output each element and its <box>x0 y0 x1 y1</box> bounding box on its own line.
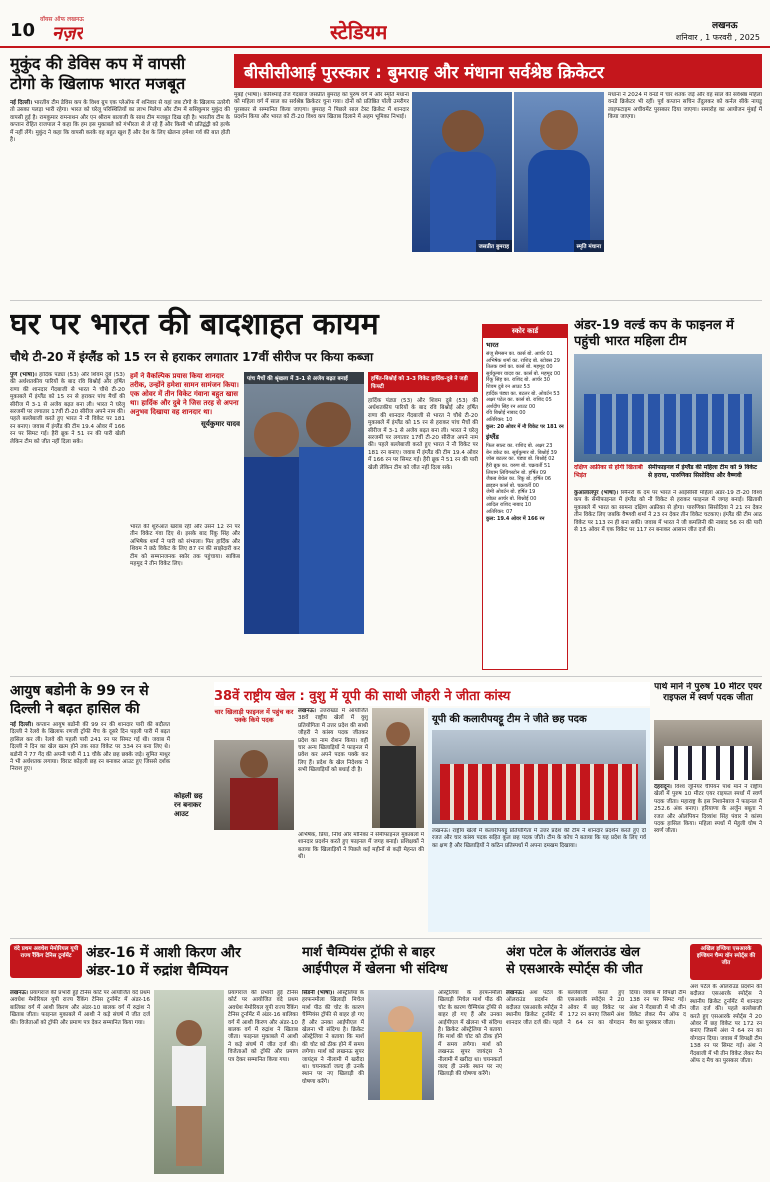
team-photo <box>574 354 762 462</box>
headline: पार्थ माने ने पुरुष 10 मीटर एयर राइफल में स्वर्ण पदक जीता <box>654 682 762 703</box>
score-line: जोस बटलर का. पंड्या बो. बिश्नोई 02 <box>486 456 555 463</box>
score-line: अतिरिक्त: 07 <box>486 509 513 516</box>
ashi-text-2 <box>228 990 298 1174</box>
wushu-headline-bar <box>214 682 650 706</box>
story-marsh <box>302 944 502 988</box>
pull-quote: कोहली छह रन बनाकर आउट <box>174 792 203 818</box>
article-body: ऑस्ट्रेलिया के हरफनमौला खिलाड़ी मिचेल मार्श पीठ की चोट के कारण चैम्पियंस ट्रॉफी से बाहर हो गए हैं और उनका आईपीएल में खेलना भी संदिग्ध है। क्रिकेट ऑस्ट्रेलिया ने बताया कि मार्श की चोट को ठीक होने में समय लगेगा। मार्श को लखनऊ सुपर जायंट्स ने नीलामी में खरीदा था। चयनकर्ता जल्द ही उनके स्थान पर नए खिलाड़ी की घोषणा करेंगे। <box>302 990 364 1085</box>
article-body: विश्व जूनियर चैंपियन पार्थ माने ने राष्ट्रीय खेलों में पुरुष 10 मीटर एयर राइफल स्पर्धा में स्वर्ण पदक जीता। महाराष्ट्र के इस निशानेबाज ने फाइनल में 252.6 अंक बनाए। हरियाणा के अर्जुन बबूता ने रजत और ओलंपियन दिव्यांश सिंह पंवार ने कांस्य पदक हासिल किया। महिला स्पर्धा में मेहुली घोष ने स्वर्ण जीता। <box>654 784 762 835</box>
article-body: अंश पटेल के ऑलराउंड प्रदर्शन की बदौलत एसआरके स्पोर्ट्स ने स्थानीय क्रिकेट टूर्नामेंट में शानदार जीत दर्ज की। पहले बल्लेबाजी करते हुए एसआरके स्पोर्ट्स ने 20 ओवर में छह विकेट पर 172 रन बनाए जिसमें अंश ने 64 रन का योगदान दिया। जवाब में विपक्षी टीम 138 रन पर सिमट गई। अंश ने गेंदबाजी में भी तीन विकेट लेकर मैन ऑफ द मैच का पुरस्कार जीता। <box>506 990 686 1026</box>
kalaripayattu-box <box>428 708 650 932</box>
headline: अंडर-16 में आशी किरण और <box>86 945 241 961</box>
story-bcci-text-1 <box>234 92 409 282</box>
quote-author: सूर्यकुमार यादव <box>201 420 240 428</box>
photo-label: पांच मैचों की श्रृंखला में 3-1 से अजेय बढ़त बनाई <box>244 372 364 384</box>
team-name: भारत <box>486 341 499 349</box>
score-line: जेमी ओवर्टन बो. हर्षित 19 <box>486 489 536 496</box>
main-text-col-3 <box>368 372 478 672</box>
score-line: आदिल राशिद नाबाद 10 <box>486 502 532 509</box>
headline: 38वें राष्ट्रीय खेल : वुशु में यूपी की साथी जौहरी ने जीता कांस्य <box>214 689 511 704</box>
score-line: बेन डकेट का. सूर्यकुमार बो. बिश्नोई 39 <box>486 449 557 456</box>
article-body: कप्तान आयुष बडोनी की 99 रन की शानदार पारी की बदौलत दिल्ली ने रेलवे के खिलाफ रणजी ट्रॉफी मैच के दूसरे दिन पहली पारी में बढ़त हासिल कर ली। रेलवे की पहली पारी 241 रन पर सिमट गई थी। जवाब में दिल्ली ने दिन का खेल खत्म होने तक सात विकेट पर 334 रन बना लिए थे। बडोनी ने 77 गेंद की अपनी पारी में 11 चौके और छह छक्के जड़े। सुमित माथुर ने भी अर्धशतक लगाया। विराट कोहली छह रन बनाकर आउट हुए जिससे दर्शक निराश हुए। <box>10 722 170 773</box>
brand-small: वॉयस ऑफ लखनऊ <box>40 16 85 23</box>
score-line: जोफ्रा आर्चर बो. बिश्नोई 00 <box>486 495 537 502</box>
tag-text: वंदे प्रथम अवधेश मेमोरियल यूपी राज्य रैंकिंग टेनिस टूर्नामेंट <box>13 946 79 959</box>
wushu-text-2 <box>298 832 424 932</box>
story-bcci-text-2 <box>608 92 762 282</box>
story-ayush <box>10 682 210 932</box>
article-body: भारतीय टीम डेविस कप के विश्व ग्रुप एक प्लेऑफ में शनिवार से यहां जब टोगो के खिलाफ उतरेगी तो उसका पलड़ा भारी रहेगा। भारत को घरेलू परिस्थितियों का लाभ मिलेगा और टीम में ससिकुमार मुकुंद की वापसी हुई है। रामकुमार रामनाथन और एन श्रीराम बालाजी के साथ टीम मजबूत दिख रही है। भारतीय टीम के कप्तान रोहित राजपाल ने कहा कि हम इस मुकाबले को गंभीरता से ले रहे हैं और किसी भी प्रतिद्वंद्वी को हल्के में नहीं लेंगे। मुकुंद ने कहा कि वापसी करके वह बहुत खुश हैं और देश के लिए खेलना हमेशा गर्व की बात होती है। <box>10 100 230 144</box>
dateline: लखनऊ। <box>10 990 28 996</box>
article-body: हार्दिक पंड्या (53) और शिवम दुबे (53) की अर्धशतकीय पारियों के बाद रवि बिश्नोई और हर्षित राणा की शानदार गेंदबाजी से भारत ने चौथे टी-20 मुकाबले में इंग्लैंड को 15 रन से हराकर पांच मैचों की सीरीज में 3-1 से अजेय बढ़त बना ली। भारत ने घरेलू सरजमीं पर लगातार 17वीं टी-20 सीरीज अपने नाम की। पहले बल्लेबाजी करते हुए भारत ने नौ विकेट पर 181 रन बनाए। जवाब में इंग्लैंड की टीम 19.4 ओवर में 166 रन पर सिमट गई। हैरी ब्रूक ने 51 रन की पारी खेली लेकिन टीम को जीत नहीं दिला सके। <box>10 372 125 445</box>
headline: घर पर भारत की बादशाहत कायम <box>10 307 379 342</box>
score-line: अर्शदीप सिंह रन आउट 00 <box>486 403 536 410</box>
sports-tag <box>690 944 762 980</box>
article-body: लखनऊ। राष्ट्रीय खेलों में कलारीपयट्टू प्रतियोगिता में उत्तर प्रदेश की टीम ने शानदार प्रदर्शन करते हुए दो रजत और चार कांस्य पदक सहित कुल छह पदक जीते। टीम के कोच ने बताया कि यह प्रदेश के लिए गर्व का क्षण है और खिलाड़ियों ने कठिन प्रतिस्पर्धा में अपना दमखम दिखाया। <box>432 828 646 849</box>
score-line: रवि बिश्नोई नाबाद 00 <box>486 410 526 417</box>
medal-photo <box>372 708 424 828</box>
headline: मुकुंद की डेविस कप में वापसी <box>10 54 186 73</box>
headline: अंडर-10 में रुद्रांश चैम्पियन <box>86 963 228 979</box>
score-line: लियाम लिविंगस्टोन बो. हर्षित 09 <box>486 469 547 476</box>
score-line: हार्दिक पंड्या का. बटलर बो. ओवर्टन 53 <box>486 390 560 397</box>
team-photo <box>432 730 646 824</box>
photo-label: हर्षित-बिश्नोई को 3-3 विकेट हार्दिक-दुबे ने जड़ी फिफ्टी <box>368 372 478 392</box>
headline: दिल्ली ने बढ़त हासिल की <box>10 701 140 717</box>
score-line: अतिरिक्त: 10 <box>486 416 513 423</box>
article-body: मंधाना ने 2024 में वनडे में चार शतक जड़े और वह साल की सर्वश्रेष्ठ महिला वनडे क्रिकेटर भी रहीं। पूर्व कप्तान सचिन तेंदुलकर को कर्नल सीके नायडू लाइफटाइम अचीवमेंट पुरस्कार दिया जाएगा। समारोह का आयोजन मुंबई में किया जाएगा। <box>608 92 762 121</box>
score-line: कुल: 19.4 ओवर में 166 रन <box>486 515 545 522</box>
dateline: पुणे (भाषा)। <box>10 372 37 378</box>
marsh-text-2 <box>438 990 502 1174</box>
headline: मार्श चैम्पियंस ट्रॉफी से बाहर <box>302 945 435 960</box>
wushu-side-label <box>214 708 294 738</box>
main-text-col-2 <box>130 524 240 672</box>
quote-box <box>130 372 240 522</box>
score-line: हैरी ब्रूक का. वरुण बो. चक्रवर्ती 51 <box>486 462 551 469</box>
story-davis-cup <box>10 54 230 324</box>
article-body: स्पिनरों के दम पर भारत ने आईसीसी महिला अंडर-19 टी-20 विश्व कप के सेमीफाइनल में इंग्लैंड को नौ विकेट से हराकर फाइनल में जगह बनाई। खिताबी मुकाबले में भारत का सामना दक्षिण अफ्रीका से होगा। पारुणिका सिसोदिया ने 21 रन देकर तीन विकेट लिए जबकि वैष्णवी शर्मा ने 23 रन देकर तीन विकेट चटकाए। इंग्लैंड की टीम आठ विकेट पर 113 रन ही बना सकी। जवाब में भारत ने जी कमलिनी की नाबाद 56 रन की पारी से 15 ओवर में एक विकेट पर 117 रन बनाकर आसान जीत दर्ज की। <box>574 490 762 534</box>
headline: अंडर-19 वर्ल्ड कप के फाइनल में पहुंची भारत महिला टीम <box>574 318 734 349</box>
bumrah-photo <box>412 92 512 252</box>
scoreboard-title: स्कोर कार्ड <box>483 325 567 338</box>
headline: आयुष बडोनी के 99 रन से <box>10 683 149 699</box>
score-line: तिलक वर्मा का. कार्स बो. महमूद 00 <box>486 364 553 371</box>
score-line: संजू सैमसन का. कार्स बो. आर्चर 01 <box>486 351 553 357</box>
parth-photo <box>654 720 762 780</box>
score-line: ब्राइडन कार्स बो. चक्रवर्ती 00 <box>486 482 539 489</box>
dateline: सिडनी (भाषा)। <box>302 990 335 996</box>
article-body: अभिषेक, प्रिया, निधि और मोनिका ने सेमीफाइनल मुकाबलों में शानदार प्रदर्शन करते हुए फाइनल में जगह बनाई। प्रशिक्षकों ने बताया कि खिलाड़ियों ने पिछले कई महीनों से कड़ी मेहनत की थी। <box>298 832 424 861</box>
side-label: चार खिलाड़ी फाइनल में पहुंच कर पक्के किये पदक <box>214 708 294 724</box>
dateline: कुआलालंपुर (भाषा)। <box>574 490 619 496</box>
team-name: इंग्लैंड <box>486 433 499 442</box>
story-u19 <box>574 318 762 670</box>
quote-text: हमें ने वैकल्पिक प्रयास किया शानदार तरीक, उन्होंने हमेशा सामन सामंजन किया। एक ओवर में तीन विकेट गंवाना बहुत खास था। हार्दिक और दुबे ने जिस तरह से अपना अनुभव दिखाया वह शानदार था। <box>130 372 239 416</box>
ansh-text <box>506 990 686 1174</box>
subheadline: चौथे टी-20 में इंग्लैंड को 15 रन से हराकर लगातार 17वीं सीरीज पर किया कब्जा <box>10 350 374 364</box>
article-body: उत्तराखंड में आयोजित 38वें राष्ट्रीय खेलों में वुशु प्रतियोगिता में उत्तर प्रदेश की साथी जौहरी ने कांस्य पदक जीतकर प्रदेश का नाम रोशन किया। वहीं चार अन्य खिलाड़ियों ने फाइनल में प्रवेश कर अपने पदक पक्के कर लिए हैं। प्रदेश के खेल निदेशक ने सभी खिलाड़ियों को बधाई दी है। <box>298 708 368 774</box>
tennis-photo <box>154 990 224 1174</box>
headline: से एसआरके स्पोर्ट्स की जीत <box>506 962 643 977</box>
sub-headline: यूपी की कलारीपयट्टू टीम ने जीते छह पदक <box>432 714 587 725</box>
divider <box>10 938 762 939</box>
article-body: मुंबई (भाषा)। करिश्माई तेज गेंदबाज जसप्रीत बुमराह को पुरुष वर्ग में और स्मृति मंधाना को महिला वर्ग में साल का सर्वश्रेष्ठ क्रिकेटर चुना गया। दोनों को प्रतिष्ठित पॉली उमरीगर पुरस्कार से सम्मानित किया जाएगा। बुमराह ने पिछले साल टेस्ट क्रिकेट में शानदार प्रदर्शन किया और भारत को टी-20 विश्व कप खिताब दिलाने में अहम भूमिका निभाई। <box>234 92 409 121</box>
headline: अंश पटेल के ऑलराउंड खेल <box>506 945 640 960</box>
date-line: शनिवार , 1 फरवरी , 2025 <box>675 33 760 42</box>
mandhana-photo <box>514 92 604 252</box>
dateline: लखनऊ। <box>506 990 524 996</box>
score-line: फिल साल्ट का. राशिद बो. अक्षर 23 <box>486 443 553 450</box>
article-body: प्रयागराज की प्रभारी हुई टेनिस कोर्ट पर आयोजित वंदे प्रथम अवधेश मेमोरियल यूपी राज्य रैंकिंग टेनिस टूर्नामेंट में अंडर-16 बालिका वर्ग में आशी किरण और अंडर-10 बालक वर्ग में रुद्रांश ने खिताब जीता। फाइनल मुकाबले में आशी ने कड़े संघर्ष में जीत दर्ज की। विजेताओं को ट्रॉफी और प्रमाण पत्र देकर सम्मानित किया गया। <box>228 990 298 1063</box>
divider <box>10 300 762 301</box>
story-parth <box>654 682 762 932</box>
dateline: लखनऊ। <box>298 708 316 714</box>
story-ansh <box>506 944 686 988</box>
score-line: अक्षर पटेल का. कार्स बो. राशिद 05 <box>486 397 552 404</box>
masthead <box>0 0 770 48</box>
ashi-text <box>10 990 150 1174</box>
tag-text: अखिल इण्डिया एसआरके इण्डियन चैम्प वॉन स्पोर्ट्स की जीत <box>696 946 756 966</box>
score-line: कुल: 20 ओवर में नौ विकेट पर 181 रन <box>486 423 564 430</box>
score-line: सूर्यकुमार यादव का. कार्स बो. महमूद 00 <box>486 370 561 377</box>
dateline: नई दिल्ली। <box>10 100 33 106</box>
marsh-photo <box>368 990 434 1100</box>
article-body: हार्दिक पंड्या (53) और शिवम दुबे (53) की अर्धशतकीय पारियों के बाद रवि बिश्नोई और हर्षित राणा की शानदार गेंदबाजी से भारत ने चौथे टी-20 मुकाबले में इंग्लैंड को 15 रन से हराकर पांच मैचों की सीरीज में 3-1 से अजेय बढ़त बना ली। भारत ने घरेलू सरजमीं पर लगातार 17वीं टी-20 सीरीज अपने नाम की। पहले बल्लेबाजी करते हुए भारत ने नौ विकेट पर 181 रन बनाए। जवाब में इंग्लैंड की टीम 19.4 ओवर में 166 रन पर सिमट गई। हैरी ब्रूक ने 51 रन की पारी खेली लेकिन टीम को जीत नहीं दिला सके। <box>368 398 478 471</box>
city-name: लखनऊ <box>712 21 738 31</box>
dateline: देहरादून। <box>654 784 672 790</box>
headline: बीसीसीआई पुरस्कार : बुमराह और मंधाना सर्वश्रेष्ठ क्रिकेटर <box>244 63 604 83</box>
photo-caption: सेमीफाइनल में इंग्लैंड की महिला टीम को 9 विकेट से हराया, पारुणिका सिसोदिया और वैष्णवी <box>648 464 758 479</box>
divider <box>10 676 762 677</box>
article-body: प्रयागराज की प्रभारी हुई टेनिस कोर्ट पर आयोजित वंदे प्रथम अवधेश मेमोरियल यूपी राज्य रैंकिंग टेनिस टूर्नामेंट में अंडर-16 बालिका वर्ग में आशी किरण और अंडर-10 बालक वर्ग में रुद्रांश ने खिताब जीता। फाइनल मुकाबले में आशी ने कड़े संघर्ष में जीत दर्ज की। विजेताओं को ट्रॉफी और प्रमाण पत्र देकर सम्मानित किया गया। <box>10 990 150 1026</box>
headline: टोगो के खिलाफ भारत मजबूत <box>10 74 186 93</box>
wushu-photo <box>214 740 294 830</box>
marsh-text <box>302 990 364 1174</box>
page-number: 10 <box>10 20 36 41</box>
article-body: अंश पटेल के ऑलराउंड प्रदर्शन की बदौलत एसआरके स्पोर्ट्स ने स्थानीय क्रिकेट टूर्नामेंट में शानदार जीत दर्ज की। पहले बल्लेबाजी करते हुए एसआरके स्पोर्ट्स ने 20 ओवर में छह विकेट पर 172 रन बनाए जिसमें अंश ने 64 रन का योगदान दिया। जवाब में विपक्षी टीम 138 रन पर सिमट गई। अंश ने गेंदबाजी में भी तीन विकेट लेकर मैन ऑफ द मैच का पुरस्कार जीता। <box>690 984 762 1065</box>
scoreboard <box>482 324 568 670</box>
bcci-headline-bar <box>234 54 762 88</box>
india-players-photo <box>244 372 364 634</box>
section-title: स्टेडियम <box>330 20 388 44</box>
story-ashi <box>86 944 296 988</box>
photo-caption: दक्षिण अफ्रीका से होगी खिताबी भिड़ंत <box>574 464 643 479</box>
main-text-col-1 <box>10 372 125 672</box>
score-line: अभिषेक शर्मा का. राशिद बो. स्टोक्स 29 <box>486 357 560 364</box>
score-line: शिवम दुबे रन आउट 53 <box>486 383 530 390</box>
tennis-tag <box>10 944 82 978</box>
brand-logo: नज़र <box>52 23 83 44</box>
score-line: रिंकू सिंह का. राशिद बो. आर्चर 30 <box>486 377 550 384</box>
photo-caption: जसप्रीत बुमराह <box>476 240 512 252</box>
article-body: ऑस्ट्रेलिया के हरफनमौला खिलाड़ी मिचेल मार्श पीठ की चोट के कारण चैम्पियंस ट्रॉफी से बाहर हो गए हैं और उनका आईपीएल में खेलना भी संदिग्ध है। क्रिकेट ऑस्ट्रेलिया ने बताया कि मार्श की चोट को ठीक होने में समय लगेगा। मार्श को लखनऊ सुपर जायंट्स ने नीलामी में खरीदा था। चयनकर्ता जल्द ही उनके स्थान पर नए खिलाड़ी की घोषणा करेंगे। <box>438 990 502 1078</box>
ansh-text-2 <box>690 984 762 1174</box>
article-body: भारत की शुरुआत खराब रही और उसने 12 रन पर तीन विकेट गंवा दिए थे। इसके बाद रिंकू सिंह और अभिषेक शर्मा ने पारी को संभाला। फिर हार्दिक और शिवम ने छठे विकेट के लिए 87 रन की साझेदारी कर टीम को सम्मानजनक स्कोर तक पहुंचाया। साकिब महमूद ने तीन विकेट लिए। <box>130 524 240 568</box>
score-line: जैकब बेथेल का. रिंकू बो. हर्षित 06 <box>486 476 552 483</box>
photo-caption: स्मृति मंधाना <box>574 240 604 252</box>
headline: आईपीएल में खेलना भी संदिग्ध <box>302 962 448 977</box>
dateline: नई दिल्ली। <box>10 722 34 728</box>
